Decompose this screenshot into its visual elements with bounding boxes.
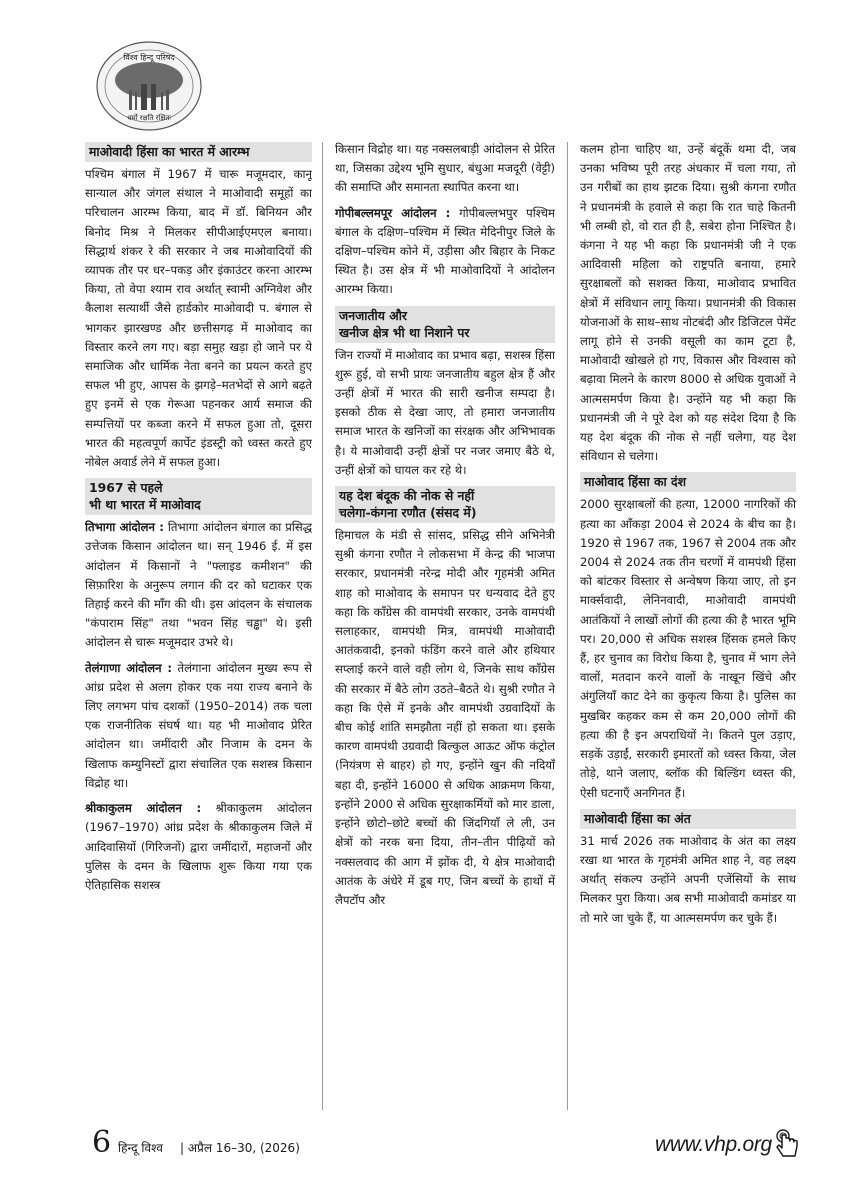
paragraph-body: तिभागा आंदोलन बंगाल का प्रसिद्ध उत्तेजक किसान आंदोलन था। सन् 1946 ई. में इस आंदोलन में किसानों ने "फ्लाइड कमीशन" की सिफ़ारिश के अनुरूप लगान की दर को घटाकर एक तिहाई करने की माँग की थी। इस आंदलन के संचालक "कंपाराम सिंह" तथा "भवन सिंह चड्ढा" थे। इसी आंदोलन से चारू मजूमदार उभरे थे। [85, 520, 312, 650]
paragraph: हिमाचल के मंडी से सांसद, प्रसिद्ध सीने अभिनेत्री सुश्री कंगना रणौत ने लोकसभा में केन्द्र की भाजपा सरकार, प्रधानमंत्री नरेन्द्र मोदी और गृहमंत्री अमित शाह को माओवाद के समापन पर धन्यवाद देते हुए कहा कि कॉंग्रेस की वामपंथी सरकार, उनके वामपंथी सलाहकार, वामपंथी मित्र, वामपंथी माओवादी आतंकवादी, इनको फंडिंग करने वाले और हथियार सप्लाई करने वाले वही लोग थे, जिनके साथ कॉंग्रेस की सरकार में बैठे लोग उठते–बैठते थे। सुश्री रणौत ने कहा कि ऐसे में इनके और वामपंथी उग्रवादियों के बीच कोई शांति समझौता नहीं हो सकता था। इसके कारण वामपंथी उग्रवादी बिल्कुल आऊट ऑफ कंट्रोल (नियंत्रण से बाहर) हो गए, इन्होंने खुन की नदियाँ बहा दी, इन्होंने 16000 से अधिक आक्रमण किया, इन्होंने 2000 से अधिक सुरक्षाकर्मियों को मार डाला, इन्होंने छोटो–छोटे बच्चों की जिंदगियाँ ले ली, उन क्षेत्रों को नरक बना दिया, तीन–तीन पीढ़ियों को नक्सलवाद की आग में झोंक दी, ये क्षेत्र माओवादी आतंक के अंधेरे में डूब गए, जिन बच्चों के हाथों में लैपटॉप और [335, 528, 555, 907]
logo-bottom-text: धर्मो रक्षति रक्षितः [127, 114, 171, 122]
paragraph-lead: तिभागा आंदोलन : [85, 520, 164, 535]
section-heading: माओवाद हिंसा का दंश [580, 472, 796, 492]
issue-date: | अप्रैल 16–30, (2026) [180, 1141, 300, 1155]
publication-name: हिन्दू विश्व [118, 1141, 163, 1155]
heading-line: खनीज क्षेत्र भी था निशाने पर [339, 324, 470, 340]
heading-line: चलेगा-कंगना रणौत (संसद में) [339, 505, 477, 521]
heading-line: जनजातीय और [339, 307, 407, 323]
paragraph [85, 659, 312, 793]
paragraph: पश्चिम बंगाल में 1967 में चारू मजूमदार, कानू सान्याल और जंगल संथाल ने माओवादी समूहों का परिचालन आरम्भ किया, बाद में डॉ. बिनियन और बिनोद मिश्र ने मिलकर सीपीआईएमएल बनाया। सिद्धार्थ शंकर रे की सरकार ने जब माओवादियों की व्यापक तौर पर धर–पकड़ और इंकाउंटर करना आरम्भ किया, तो वेपा श्याम राव अर्थात् स्वामी अग्निवेश और कैलाश सत्यार्थी जैसे हार्डकोर माओवादी प. बंगाल से भागकर झारखण्ड और छत्तीसगढ़ में माओवाद का विस्तार करने लग गए। बड़ा समुह खड़ा हो जाने पर ये समाजिक और धार्मिक नेता बनने का प्रयत्न करते हुए सफल भी हुए, आपस के झगड़े–मतभेदों से आगे बढ़ते हुए इनमें से एक गेरूआ पहनकर आर्य समाज की सम्पत्तियों पर कब्जा करने में सफल हुआ तो, दूसरा भारत की महत्वपूर्ण कार्पेट इंडस्ट्री को ध्वस्त करते हुए नोबेल अवार्ड लेने में सफल हुआ। [85, 167, 312, 470]
banyan-tree-emblem [95, 40, 203, 132]
website-link[interactable]: www.vhp.org [655, 1133, 772, 1156]
heading-line: भी था भारत में माओवाद [89, 497, 201, 513]
paragraph: किसान विद्रोह था। यह नक्सलबाड़ी आंदोलन से प्रेरित था, जिसका उद्देश्य भूमि सुधार, बंधुआ मजदूरी (वेट्टी) की समाप्ति और समानता स्थापित करना था। [335, 142, 555, 195]
paragraph-lead: गोपीबल्लमपूर आंदोलन : [335, 205, 451, 220]
logo-top-text: विश्व हिन्दू परिषद [123, 53, 175, 62]
section-heading: माओवादी हिंसा का भारत में आरम्भ [85, 142, 312, 162]
paragraph: कलम होना चाहिए था, उन्हें बंदूकें थमा दी, जब उनका भविष्य पूरी तरह अंधकार में चला गया, तो उन गरीबों का हाथ झटक दिया। सुश्री कंगना रणौत ने प्रधानमंत्री के हवाले से कहा कि रात चाहे कितनी भी लम्बी हो, वो रात ही है, सबेरा होना निश्चित है। कंगना ने यह भी कहा कि प्रधानमंत्री जी ने एक आदिवासी महिला को राष्ट्रपति बनाया, हमारे सुरक्षाबलों को सशक्त किया, माओवाद प्रभावित क्षेत्रों में संविधान लागू किया। प्रधानमंत्री की विकास योजनाओं के साथ–साथ नोटबंदी और डिजिटल पेमेंट लागू होने से उनकी वसूली का काम टूटा है, माओवादी खोखले हो गए, विकास और विश्वास को बढ़ावा मिलने के कारण 8000 से अधिक युवाओं ने आत्मसमर्पण किया है। उन्होंने यह भी कहा कि प्रधानमंत्री जी ने पूरे देश को यह संदेश दिया है कि यह देश बंदूक की नोक से नहीं चलेगा, यह देश संविधान से चलेगा। [580, 142, 796, 464]
column-divider [567, 142, 568, 1110]
paragraph-lead: तेलंगाणा आंदोलन : [85, 660, 172, 675]
section-heading [85, 478, 312, 515]
paragraph-body: श्रीकाकुलम आंदोलन (1967–1970) आंध्र प्रदेश के श्रीकाकुलम जिले में आदिवासियों (गिरिजनों) द्वारा जमींदारों, महाजनों और पुलिस के दमन के खिलाफ शुरू किया गया एक ऐतिहासिक सशस्त्र [85, 801, 312, 892]
paragraph [85, 799, 312, 895]
heading-line: 1967 से पहले [89, 480, 163, 496]
article-column-1 [85, 140, 312, 990]
paragraph-body: गोपीबल्लभपुर पश्चिम बंगाल के दक्षिण–पश्चिम में स्थित मेदिनीपुर जिले के दक्षिण–पश्चिम कोने में, उड़ीसा और बिहार के निकट स्थित है। उस क्षेत्र में भी माओवादियों ने आंदोलन आरम्भ किया। [335, 205, 555, 297]
paragraph: 2000 सुरक्षाबलों की हत्या, 12000 नागरिकों की हत्या का आँकड़ा 2004 से 2024 के बीच का है। 1920 से 1967 तक, 1967 से 2004 तक और 2004 से 2024 तक तीन चरणों में वामपंथी हिंसा को बांटकर विस्तार से अन्वेषण किया जाए, तो इन मार्क्सवादी, लेनिनवादी, माओवादी वामपंथी आतंकियों ने लाखों लोगों की हत्या की है भारत भूमि पर। 20,000 से अधिक सशस्त्र हिंसक हमले किए हैं, हर चुनाव का विरोध किया है, चुनाव में भाग लेने वालों, मतदान करने वालों के नाखून खिंचे और अंगुलियाँ काट देने का कुकृत्य किया है। पुलिस का मुखबिर कहकर कम से कम 20,000 लोगों की हत्या की है इन अपराधियों ने। कितने पुल उड़ाए, सड़कें उड़ाईं, सरकारी इमारतों को ध्वस्त किया, जेल तोड़े, थाने जलाए, ब्लॉक की बिल्डिंग ध्वस्त की, ऐसी घटनाएँ अनगिनत हैं। [580, 497, 796, 800]
paragraph: जिन राज्यों में माओवाद का प्रभाव बढ़ा, सशस्त्र हिंसा शुरू हुई, वो सभी प्रायः जनजातीय बहुल क्षेत्र हैं और उन्हीं क्षेत्रों में भारत की सारी खनीज सम्पदा है। इसको ठीक से देखा जाए, तो हमारा जनजातीय समाज भारत के खनिजों का संरक्षक और अभिभावक है। ये माओवादी उन्हीं क्षेत्रों पर नजर जमाए बैठे थे, उन्हीं क्षेत्रों को घायल कर रहे थे। [335, 347, 555, 477]
article-column-3 [580, 140, 796, 1140]
paragraph [335, 204, 555, 300]
paragraph: 31 मार्च 2026 तक माओवाद के अंत का लक्ष्य रखा था भारत के गृहमंत्री अमित शाह ने, वह लक्ष्य अर्थात् संकल्प उन्होंने अपनी एजेंसियों के साथ मिलकर पुरा किया। अब सभी माओवादी कमांडर या तो मारे जा चुके हैं, या आत्मसमर्पण कर चुके हैं। [580, 833, 796, 925]
vhp-logo [95, 40, 203, 132]
page-number: 6 [92, 1125, 112, 1160]
section-heading [335, 486, 555, 523]
paragraph-body: तेलंगाना आंदोलन मुख्य रूप से आंध्र प्रदेश से अलग होकर एक नया राज्य बनाने के लिए लगभग पांच दशकों (1950–2014) तक चला एक राजनीतिक संघर्ष था। यह भी माओवाद प्रेरित आंदोलन था। जमींदारी और निजाम के दमन के खिलाफ कम्युनिस्टों द्वारा संचालित एक सशस्त्र किसान विद्रोह था। [85, 660, 312, 790]
section-heading [335, 306, 555, 343]
heading-line: यह देश बंदूक की नोक से नहीं [339, 488, 475, 504]
paragraph [85, 518, 312, 652]
hand-pointer-icon [774, 1128, 800, 1158]
article-column-2 [335, 140, 555, 1100]
paragraph-lead: श्रीकाकुलम आंदोलन : [85, 801, 202, 816]
section-heading: माओवादी हिंसा का अंत [580, 809, 796, 829]
column-divider [322, 142, 323, 1110]
